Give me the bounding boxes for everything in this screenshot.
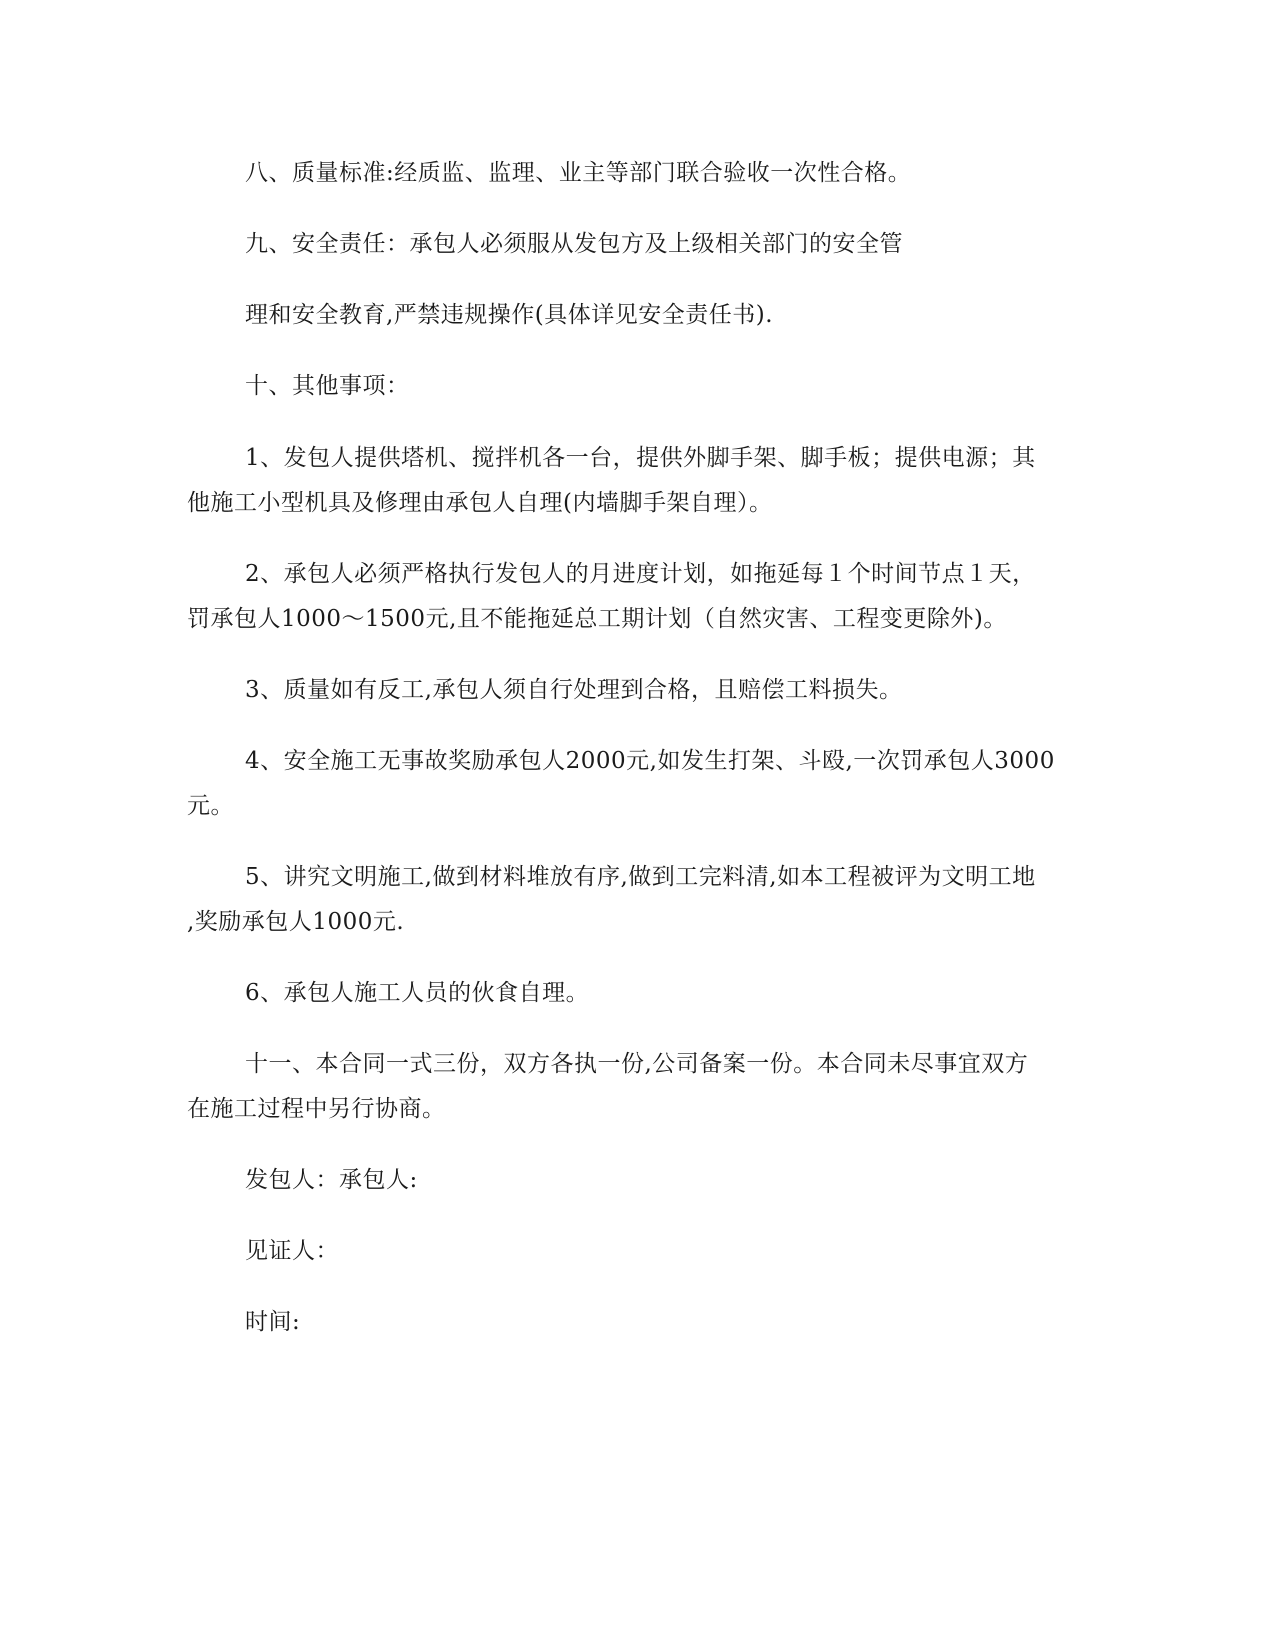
item-2-line-2: 罚承包人1000～1500元,且不能拖延总工期计划（自然灾害、工程变更除外)。 [187, 606, 1007, 632]
item-5-line-2: ,奖励承包人1000元. [187, 909, 405, 935]
signature-witness: 见证人： [245, 1238, 339, 1264]
item-4-line-1: 4、安全施工无事故奖励承包人2000元,如发生打架、斗殴,一次罚承包人3000 [245, 748, 1055, 774]
clause-11-line-2: 在施工过程中另行协商。 [187, 1096, 446, 1122]
item-2-line-1: 2、承包人必须严格执行发包人的月进度计划，如拖延每１个时间节点１天， [245, 561, 1036, 587]
signature-parties: 发包人：承包人: [245, 1167, 418, 1193]
item-1-line-1: 1、发包人提供塔机、搅拌机各一台，提供外脚手架、脚手板；提供电源；其 [245, 445, 1036, 471]
clause-9-safety-line-1: 九、安全责任：承包人必须服从发包方及上级相关部门的安全管 [245, 231, 903, 257]
clause-8-quality-standard: 八、质量标准:经质监、监理、业主等部门联合验收一次性合格。 [245, 160, 912, 186]
signature-time: 时间: [245, 1309, 301, 1335]
clause-9-safety-line-2: 理和安全教育,严禁违规操作(具体详见安全责任书). [245, 302, 774, 328]
item-4-line-2: 元。 [187, 793, 234, 819]
item-5-line-1: 5、讲究文明施工,做到材料堆放有序,做到工完料清,如本工程被评为文明工地 [245, 864, 1036, 890]
clause-11-line-1: 十一、本合同一式三份，双方各执一份,公司备案一份。本合同未尽事宜双方 [245, 1051, 1029, 1077]
clause-10-heading: 十、其他事项： [245, 373, 410, 399]
item-3: 3、质量如有反工,承包人须自行处理到合格，且赔偿工料损失。 [245, 677, 903, 703]
item-1-line-2: 他施工小型机具及修理由承包人自理(内墙脚手架自理）。 [187, 490, 773, 516]
item-6: 6、承包人施工人员的伙食自理。 [245, 980, 590, 1006]
